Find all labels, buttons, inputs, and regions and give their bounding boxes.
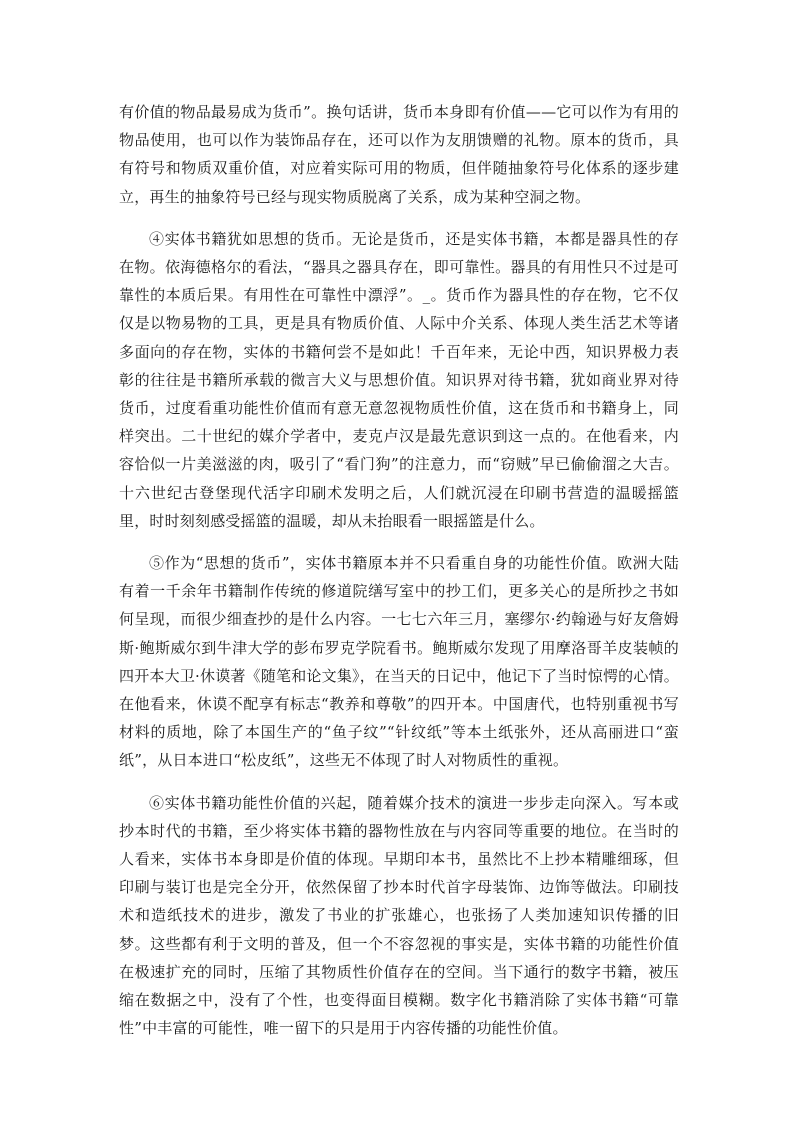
paragraph-6: ⑥实体书籍功能性价值的兴起，随着媒介技术的演进一步步走向深入。写本或抄本时代的书籍，至少将实体书籍的器物性放在与内容同等重要的地位。在当时的人看来，实体书本身即是价值的体现。早期印本书，虽然比不上抄本精雕细琢，但印刷与装订也是完全分开，依然保留了抄本时代首字母装饰、边饰等做法。印刷技术和造纸技术的进步，激发了书业的扩张雄心，也张扬了人类加速知识传播的旧梦。这些都有利于文明的普及，但一个不容忽视的事实是，实体书籍的功能性价值在极速扩充的同时，压缩了其物质性价值存在的空间。当下通行的数字书籍，被压缩在数据之中，没有了个性，也变得面目模糊。数字化书籍消除了实体书籍“可靠性”中丰富的可能性，唯一留下的只是用于内容传播的功能性价值。 <box>119 793 679 1038</box>
paragraph-continuation: 有价值的物品最易成为货币”。换句话讲，货币本身即有价值——它可以作为有用的物品使用，也可以作为装饰品存在，还可以作为友朋馈赠的礼物。原本的货币，具有符号和物质双重价值，对应着实际可用的物质，但伴随抽象符号化体系的逐步建立，再生的抽象符号已经与现实物质脱离了关系，成为某种空洞之物。 <box>119 103 679 206</box>
paragraph-5: ⑤作为“思想的货币”，实体书籍原本并不只看重自身的功能性价值。欧洲大陆有着一千余年书籍制作传统的修道院缮写室中的抄工们，更多关心的是所抄之书如何呈现，而很少细查抄的是什么内容。一七七六年三月，塞缪尔·约翰逊与好友詹姆斯·鲍斯威尔到牛津大学的彭布罗克学院看书。鲍斯威尔发现了用摩洛哥羊皮装帧的四开本大卫·休谟著《随笔和论文集》，在当天的日记中，他记下了当时惊愕的心情。在他看来，休谟不配享有标志“教养和尊敬”的四开本。中国唐代，也特别重视书写材料的质地，除了本国生产的“鱼子纹”“针纹纸”等本土纸张外，还从高丽进口“蛮纸”，从日本进口“松皮纸”，这些无不体现了时人对物质性的重视。 <box>119 554 679 770</box>
paragraph-4: ④实体书籍犹如思想的货币。无论是货币，还是实体书籍，本都是器具性的存在物。依海德格尔的看法，“器具之器具存在，即可靠性。器具的有用性只不过是可靠性的本质后果。有用性在可靠性中漂浮”。_。货币作为器具性的存在物，它不仅仅是以物易物的工具，更是具有物质价值、人际中介关系、体现人类生活艺术等诸多面向的存在物，实体的书籍何尝不是如此！千百年来，无论中西，知识界极力表彰的往往是书籍所承载的微言大义与思想价值。知识界对待书籍，犹如商业界对待货币，过度看重功能性价值而有意无意忽视物质性价值，这在货币和书籍身上，同样突出。二十世纪的媒介学者中，麦克卢汉是最先意识到这一点的。在他看来，内容恰似一片美滋滋的肉，吸引了“看门狗”的注意力，而“窃贼”早已偷偷溜之大吉。十六世纪古登堡现代活字印刷术发明之后，人们就沉浸在印刷书营造的温暖摇篮里，时时刻刻感受摇篮的温暖，却从未抬眼看一眼摇篮是什么。 <box>119 229 679 530</box>
document-body <box>119 98 679 1043</box>
